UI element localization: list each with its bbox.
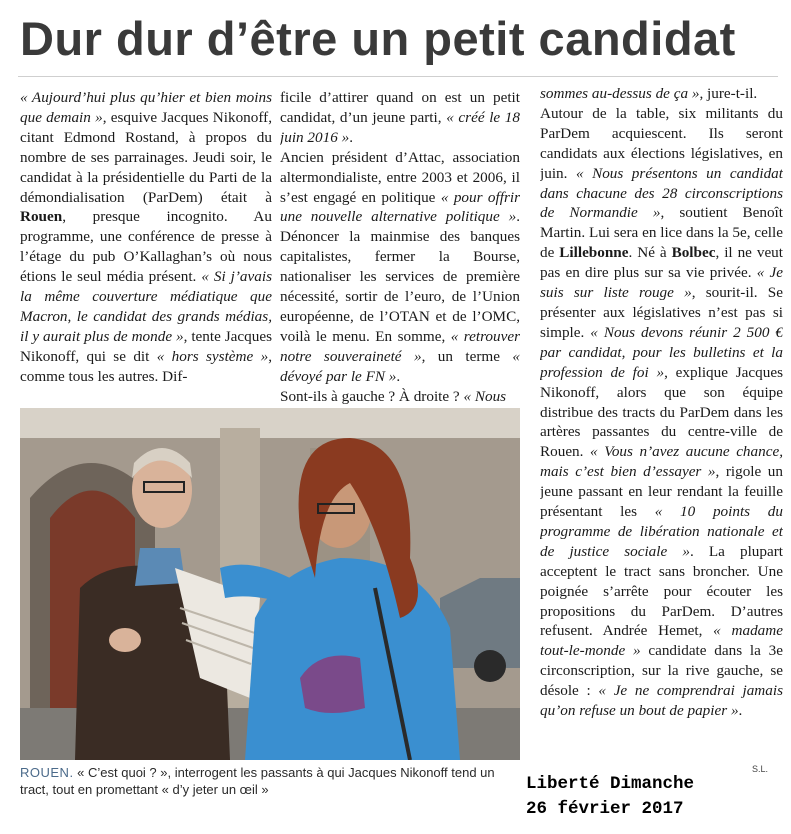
quote: « madame tout-le-monde » [540, 622, 783, 660]
text: Autour de la table, six militants du ParDem acquiescent. Ils seront candidats aux élections législatives, en juin. [540, 104, 783, 182]
text: . Né à [628, 244, 672, 262]
column-2-para-1 [280, 88, 520, 148]
text: , comme tous les autres. Dif- [20, 347, 272, 385]
text: ficile d’attirer quand on est un petit candidat, d’un jeune parti, [280, 89, 520, 126]
publication-source [526, 772, 786, 822]
text: , presque incognito. Au programme, une conférence de presse à l’étage du pub O’Kallaghan’s où nous étions le seul média présent. [20, 208, 272, 286]
text: , soutient Benoît Martin. Lui sera en lice dans la 5e, celle de [540, 204, 783, 262]
column-1-text [20, 88, 272, 387]
photo-illustration [20, 408, 520, 760]
photo-caption [20, 764, 520, 804]
text: , jure-t-il. [699, 85, 758, 102]
man-scarf [135, 548, 185, 586]
quote: « Aujourd’hui plus qu’hier et bien moins que demain » [20, 89, 272, 126]
quote: « pour offrir une nouvelle alternative politique » [280, 188, 520, 226]
text: , esquive Jacques Nikonoff, citant Edmond Rostand, à propos du nombre de ses parrainages. Jeudi soir, le candidat à la présidentielle du Parti de la démondialisation (ParDem) était à [20, 108, 272, 206]
car-wheel [474, 650, 506, 682]
quote: « Je ne comprendrai jamais qu’on refuse un bout de papier » [540, 682, 783, 720]
source-date: 26 février 2017 [526, 799, 684, 819]
column-1 [20, 88, 272, 388]
quote: « retrouver notre souveraineté » [280, 327, 520, 365]
city-rouen: Rouen [20, 208, 63, 226]
quote: « créé le 18 juin 2016 » [280, 108, 520, 146]
caption-text: « C’est quoi ? », interrogent les passants à qui Jacques Nikonoff tend un tract, tout en promettant « d’y jeter un œil » [20, 765, 495, 797]
column-3-para-2 [540, 104, 783, 721]
text: . La plupart acceptent le tract sans broncher. Une poignée s’arrête pour écouter les propositions du ParDem. D’autres refusent. Andrée Hemet, [540, 542, 783, 640]
quote: « Nous [463, 387, 507, 405]
column-2-para-3 [280, 387, 520, 407]
text: , il ne veut pas en dire plus sur sa vie privée. [540, 244, 783, 282]
quote: « 10 points du programme de libération nationale et de justice sociale » [540, 503, 783, 560]
caption-location: ROUEN. [20, 765, 74, 780]
city-bolbec: Bolbec [671, 244, 716, 262]
man-hand [109, 628, 141, 652]
headline: Dur dur d’être un petit candidat [20, 12, 736, 65]
news-photo [20, 408, 520, 760]
quote: « hors système » [156, 347, 269, 365]
text: candidate dans la 3e circonscription, sur la rive gauche, se désole : [540, 642, 783, 700]
quote: « Nous présentons un candidat dans chacune des 28 circonscriptions de Normandie » [540, 164, 783, 222]
text: . [396, 367, 401, 385]
quote: « Je suis sur liste rouge » [540, 264, 783, 302]
city-lillebonne: Lillebonne [559, 244, 629, 262]
column-2-para-2 [280, 148, 520, 387]
sky-strip [20, 408, 520, 438]
text: . Dénoncer la mainmise des banques capitalistes, fermer la Bourse, nationaliser les services de première nécessité, sortir de l’euro, de l’Union européenne, de l’OTAN et de l’OMC, voilà le menu. En somme, [280, 208, 520, 345]
column-3-para-1 [540, 84, 783, 104]
quote: « Nous devons réunir 2 500 € par candidat, pour les bulletins et la profession de foi » [540, 323, 783, 381]
text: Sont-ils à gauche ? À droite ? [280, 387, 464, 405]
text: , sourit-il. Se présenter aux législatives n’est pas si simple. [540, 284, 783, 341]
text: , rigole un jeune passant en leur rendant la feuille présentant les [540, 463, 783, 521]
text: . [349, 128, 353, 146]
quote: sommes au-dessus de ça » [540, 85, 700, 102]
text: , explique Jacques Nikonoff, alors que son équipe distribue des tracts du ParDem dans les artères passantes du centre-ville de Rouen. [540, 363, 783, 461]
quote: « Si j’avais la même couverture médiatique que Macron, le candidat des grands médias, il y aurait plus de monde » [20, 268, 272, 345]
text: , tente Jacques Nikonoff, qui se dit [20, 327, 272, 365]
text: . [738, 702, 743, 720]
photo-credit: S.L. [752, 764, 769, 774]
text: Ancien président d’Attac, association altermondialiste, entre 2003 et 2006, il s’est engagé en politique [280, 148, 520, 206]
column-2 [280, 88, 520, 408]
column-3 [540, 84, 783, 764]
headline-rule [18, 76, 778, 77]
quote: « Vous n’avez aucune chance, mais c’est bien d’essayer » [540, 443, 783, 481]
source-newspaper: Liberté Dimanche [526, 774, 695, 794]
text: , un terme [421, 347, 513, 365]
quote: « dévoyé par le FN » [280, 347, 520, 385]
